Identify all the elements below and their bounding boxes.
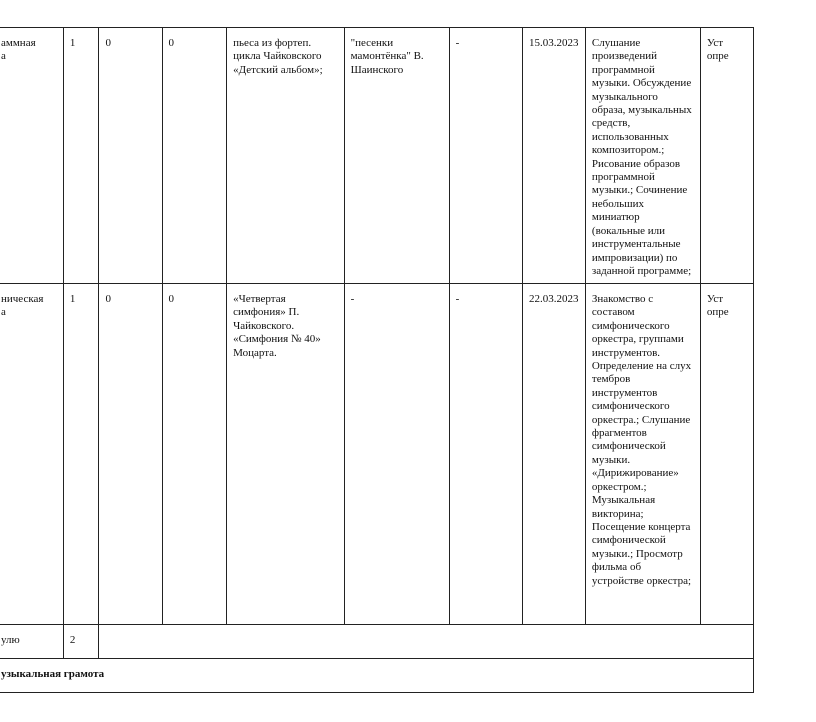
control-hours-cell: 0: [99, 284, 162, 625]
module-total-row: [0, 625, 754, 659]
date-cell: 15.03.2023: [523, 28, 586, 284]
module-total-label: улю: [0, 625, 63, 659]
control-hours-cell: 0: [99, 28, 162, 284]
repertoire-music-making-cell: -: [449, 28, 522, 284]
module-total-empty: [99, 625, 754, 659]
date-cell: 22.03.2023: [523, 284, 586, 625]
repertoire-singing-cell: "песенки мамонтёнка" В. Шаинского: [344, 28, 449, 284]
table-row: [0, 284, 754, 625]
practice-hours-cell: 0: [162, 284, 227, 625]
activities-cell: Знакомство с составом симфонического оркестра, группами инструментов. Определение на слух тембров инструментов симфонического оркестра.; Слушание фрагментов симфонической музыки. «Дирижирование» оркестром.; Музыкальная викторина; Посещение концерта симфонической музыки.; Просмотр фильма об устройстве оркестра;: [585, 284, 700, 625]
repertoire-singing-cell: -: [344, 284, 449, 625]
practice-hours-cell: 0: [162, 28, 227, 284]
repertoire-listening-cell: «Четвертая симфония» П. Чайковского. «Симфония № 40» Моцарта.: [227, 284, 345, 625]
repertoire-music-making-cell: -: [449, 284, 522, 625]
control-form-cell: Уст опре: [700, 28, 753, 284]
section-title: узыкальная грамота: [0, 659, 754, 693]
hours-cell: 1: [63, 28, 99, 284]
activities-cell: Слушание произведений программной музыки. Обсуждение музыкального образа, музыкальных средств, использованных композитором.; Рисование образов программной музыки.; Сочинение небольших миниатюр (вокальные или инструментальные импровизации) по заданной программе;: [585, 28, 700, 284]
topic-name-cell: аммная а: [0, 28, 63, 284]
module-total-value: 2: [63, 625, 99, 659]
control-form-cell: Уст опре: [700, 284, 753, 625]
hours-cell: 1: [63, 284, 99, 625]
repertoire-listening-cell: пьеса из фортеп. цикла Чайковского «Детский альбом»;: [227, 28, 345, 284]
table-row: [0, 28, 754, 284]
topic-name-cell: ническая а: [0, 284, 63, 625]
lesson-plan-table: [0, 27, 754, 693]
section-header-row: [0, 659, 754, 693]
